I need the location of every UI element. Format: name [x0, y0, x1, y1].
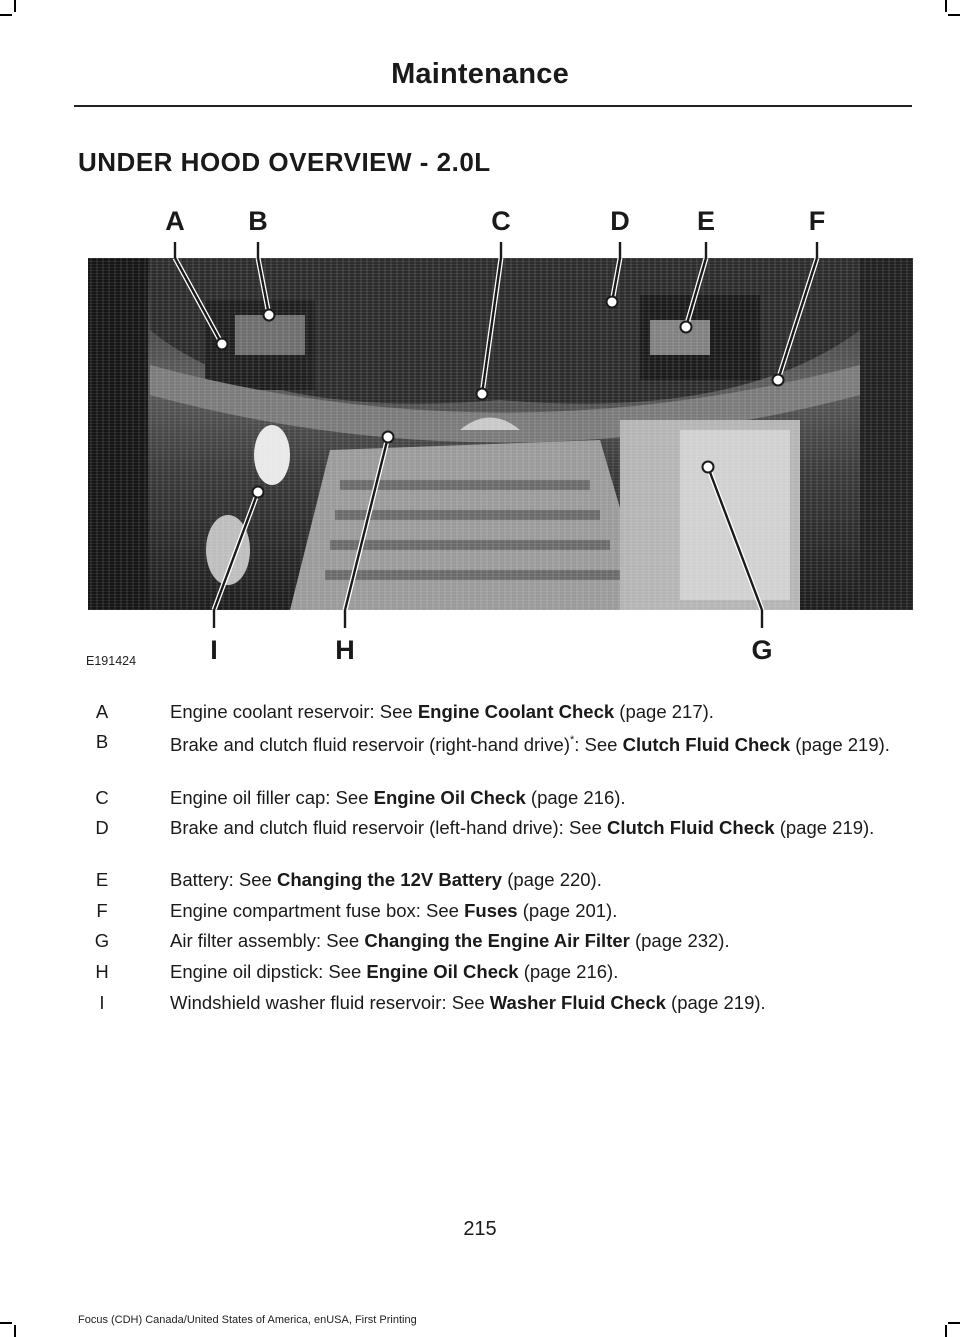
legend-key: C — [95, 787, 109, 808]
cross-reference-link[interactable]: Fuses — [464, 900, 518, 921]
callout-label-f: F — [808, 206, 826, 236]
legend-key: D — [95, 817, 109, 838]
legend-key: G — [94, 930, 110, 951]
legend-text: Windshield washer fluid reservoir: See Washer Fluid Check (page 219). — [170, 992, 766, 1013]
callout-label-i: I — [210, 635, 218, 665]
page-header-title: Maintenance — [391, 58, 569, 90]
callout-label-g: G — [751, 635, 773, 665]
cross-reference-link[interactable]: Changing the 12V Battery — [276, 869, 503, 890]
legend-key: A — [95, 701, 109, 722]
cross-reference-link[interactable]: Clutch Fluid Check — [622, 734, 791, 755]
figure-id: E191424 — [86, 654, 137, 668]
legend-text: Engine coolant reservoir: See Engine Coolant Check (page 217). — [170, 701, 714, 722]
page-number: 215 — [463, 1218, 497, 1240]
cross-reference-link[interactable]: Clutch Fluid Check — [607, 817, 775, 838]
engine-bay-photo — [88, 258, 913, 610]
callout-label-a: A — [165, 206, 185, 236]
callout-label-b: B — [248, 206, 268, 236]
legend-text: Air filter assembly: See Changing the Engine Air Filter (page 232). — [170, 930, 730, 951]
legend-text: Brake and clutch fluid reservoir (left-hand drive): See Clutch Fluid Check (page 219). — [170, 817, 875, 838]
legend-text: Engine oil filler cap: See Engine Oil Check (page 216). — [170, 787, 626, 808]
crop-mark — [945, 1325, 947, 1337]
legend-text: Engine oil dipstick: See Engine Oil Check (page 216). — [170, 961, 619, 982]
legend-key: E — [95, 869, 109, 890]
callout-label-e: E — [696, 206, 716, 236]
footer-text: Focus (CDH) Canada/United States of America, enUSA, First Printing — [78, 1314, 417, 1326]
legend-key: I — [99, 992, 105, 1013]
legend-text: Engine compartment fuse box: See Fuses (page 201). — [170, 900, 618, 921]
legend-key: F — [96, 900, 108, 921]
section-title: UNDER HOOD OVERVIEW - 2.0L — [78, 147, 491, 177]
legend-key: H — [95, 961, 109, 982]
cross-reference-link[interactable]: Changing the Engine Air Filter — [364, 930, 630, 951]
cross-reference-link[interactable]: Engine Coolant Check — [417, 701, 615, 722]
legend-text: Brake and clutch fluid reservoir (right-hand drive)*: See Clutch Fluid Check (page 219). — [170, 734, 890, 755]
legend-key: B — [95, 731, 109, 752]
callout-label-h: H — [335, 635, 355, 665]
crop-mark — [14, 1325, 16, 1337]
legend-text: Battery: See Changing the 12V Battery (page 220). — [170, 869, 602, 890]
crop-mark — [0, 1322, 12, 1324]
cross-reference-link[interactable]: Washer Fluid Check — [489, 992, 666, 1013]
crop-mark — [948, 1322, 960, 1324]
callout-label-c: C — [491, 206, 511, 236]
cross-reference-link[interactable]: Engine Oil Check — [373, 787, 526, 808]
callout-label-d: D — [610, 206, 630, 236]
cross-reference-link[interactable]: Engine Oil Check — [366, 961, 519, 982]
